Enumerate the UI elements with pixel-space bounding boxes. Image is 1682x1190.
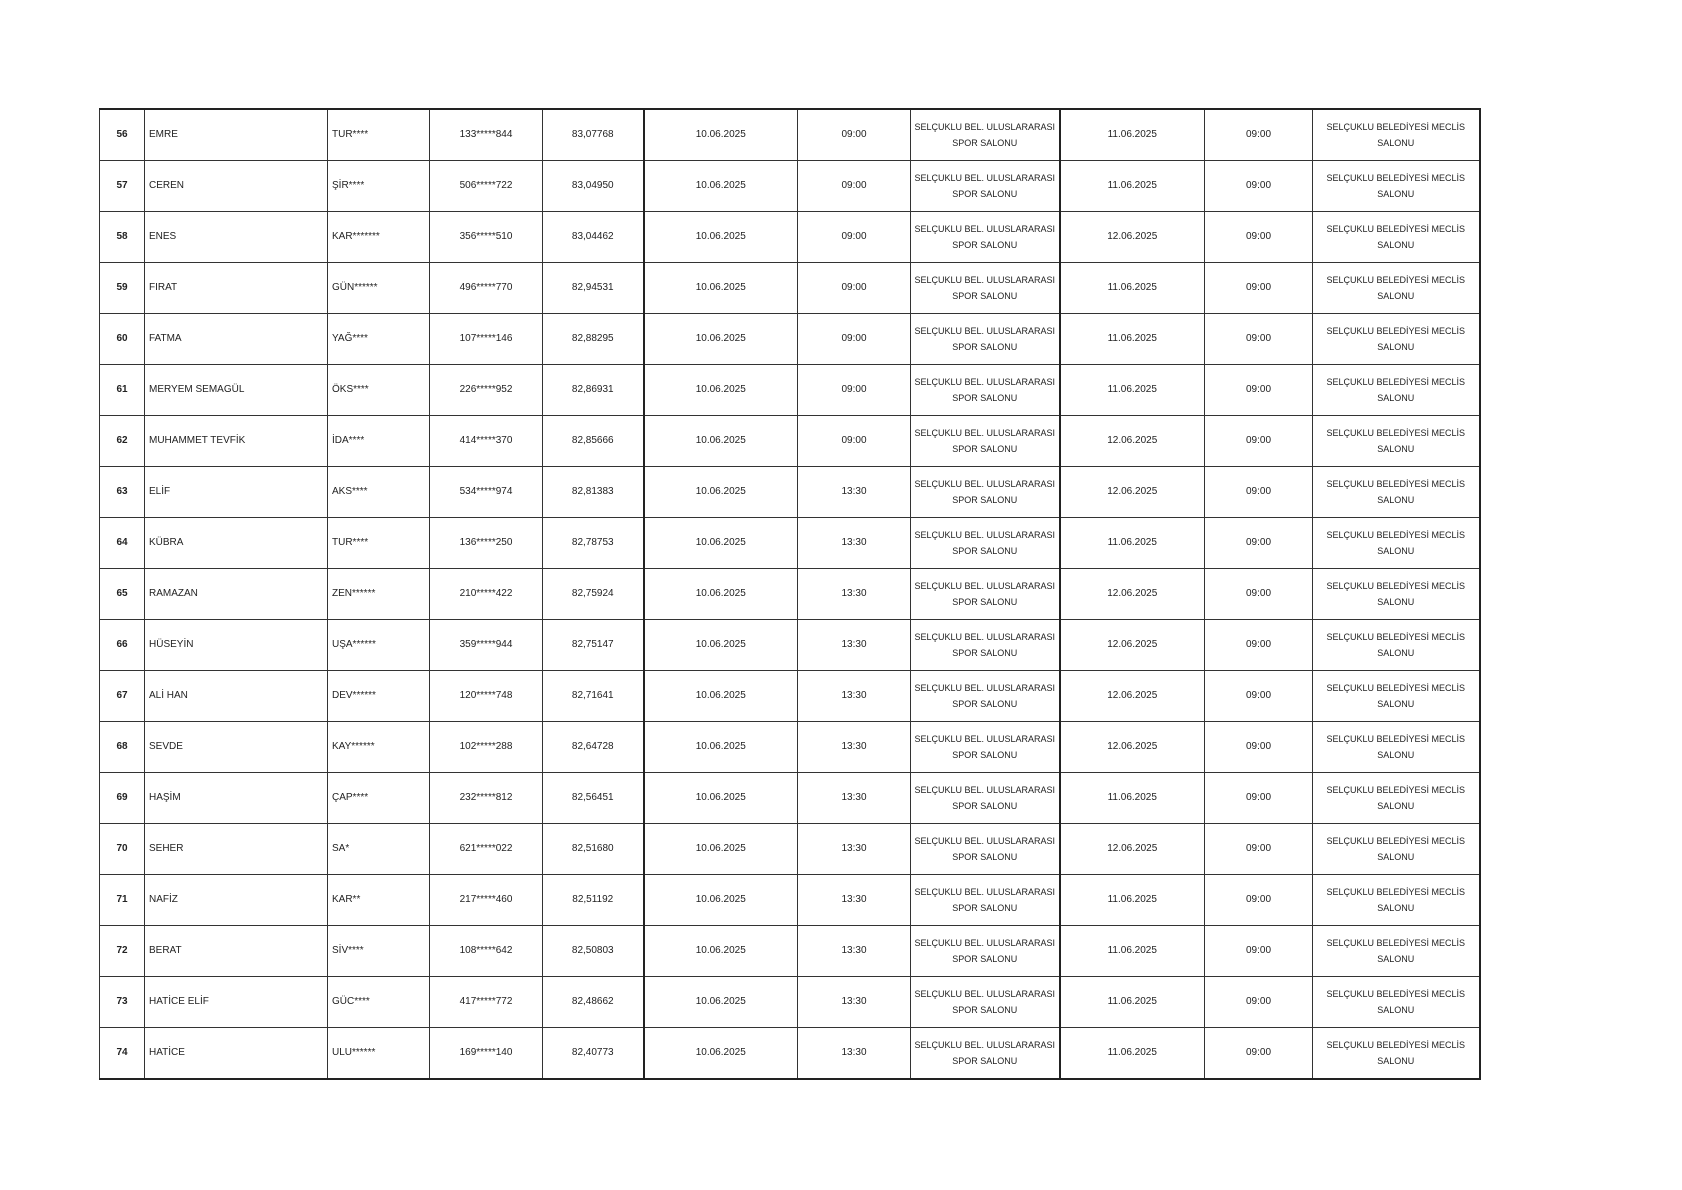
exam-time-cell: 13:30 (798, 773, 911, 824)
row-number-cell: 59 (100, 263, 145, 314)
interview-date-cell: 11.06.2025 (1060, 926, 1205, 977)
row-number-cell: 69 (100, 773, 145, 824)
interview-date-cell: 12.06.2025 (1060, 569, 1205, 620)
interview-date-cell: 11.06.2025 (1060, 109, 1205, 161)
id-number-cell: 217*****460 (430, 875, 543, 926)
first-name-cell: MERYEM SEMAGÜL (145, 365, 328, 416)
interview-place-cell: SELÇUKLU BELEDİYESİ MECLİS SALONU (1313, 773, 1480, 824)
interview-date-cell: 12.06.2025 (1060, 416, 1205, 467)
id-number-cell: 210*****422 (430, 569, 543, 620)
exam-date-cell: 10.06.2025 (644, 926, 798, 977)
exam-time-cell: 09:00 (798, 365, 911, 416)
interview-date-cell: 11.06.2025 (1060, 518, 1205, 569)
exam-date-cell: 10.06.2025 (644, 109, 798, 161)
first-name-cell: KÜBRA (145, 518, 328, 569)
interview-time-cell: 09:00 (1205, 569, 1313, 620)
score-cell: 82,48662 (543, 977, 644, 1028)
interview-place-cell: SELÇUKLU BELEDİYESİ MECLİS SALONU (1313, 365, 1480, 416)
interview-date-cell: 11.06.2025 (1060, 977, 1205, 1028)
interview-place-cell: SELÇUKLU BELEDİYESİ MECLİS SALONU (1313, 977, 1480, 1028)
exam-place-cell: SELÇUKLU BEL. ULUSLARARASI SPOR SALONU (911, 161, 1060, 212)
table-row (100, 212, 1480, 263)
first-name-cell: RAMAZAN (145, 569, 328, 620)
exam-time-cell: 13:30 (798, 518, 911, 569)
row-number-cell: 56 (100, 109, 145, 161)
table-row (100, 824, 1480, 875)
row-number-cell: 65 (100, 569, 145, 620)
exam-date-cell: 10.06.2025 (644, 1028, 798, 1080)
exam-time-cell: 13:30 (798, 569, 911, 620)
surname-cell: DEV****** (328, 671, 430, 722)
interview-time-cell: 09:00 (1205, 620, 1313, 671)
surname-cell: YAĞ**** (328, 314, 430, 365)
score-cell: 82,94531 (543, 263, 644, 314)
score-cell: 83,07768 (543, 109, 644, 161)
interview-date-cell: 11.06.2025 (1060, 773, 1205, 824)
first-name-cell: EMRE (145, 109, 328, 161)
score-cell: 82,64728 (543, 722, 644, 773)
interview-place-cell: SELÇUKLU BELEDİYESİ MECLİS SALONU (1313, 314, 1480, 365)
id-number-cell: 356*****510 (430, 212, 543, 263)
row-number-cell: 64 (100, 518, 145, 569)
id-number-cell: 534*****974 (430, 467, 543, 518)
row-number-cell: 60 (100, 314, 145, 365)
interview-place-cell: SELÇUKLU BELEDİYESİ MECLİS SALONU (1313, 926, 1480, 977)
surname-cell: KAY****** (328, 722, 430, 773)
exam-date-cell: 10.06.2025 (644, 467, 798, 518)
surname-cell: AKS**** (328, 467, 430, 518)
id-number-cell: 102*****288 (430, 722, 543, 773)
row-number-cell: 62 (100, 416, 145, 467)
surname-cell: ÇAP**** (328, 773, 430, 824)
interview-time-cell: 09:00 (1205, 977, 1313, 1028)
exam-place-cell: SELÇUKLU BEL. ULUSLARARASI SPOR SALONU (911, 365, 1060, 416)
first-name-cell: HÜSEYİN (145, 620, 328, 671)
row-number-cell: 57 (100, 161, 145, 212)
score-cell: 82,85666 (543, 416, 644, 467)
surname-cell: UŞA****** (328, 620, 430, 671)
table-row (100, 263, 1480, 314)
exam-time-cell: 09:00 (798, 161, 911, 212)
score-cell: 82,51192 (543, 875, 644, 926)
exam-time-cell: 09:00 (798, 263, 911, 314)
interview-time-cell: 09:00 (1205, 263, 1313, 314)
interview-time-cell: 09:00 (1205, 212, 1313, 263)
first-name-cell: MUHAMMET TEVFİK (145, 416, 328, 467)
interview-time-cell: 09:00 (1205, 824, 1313, 875)
first-name-cell: FIRAT (145, 263, 328, 314)
interview-date-cell: 11.06.2025 (1060, 263, 1205, 314)
interview-date-cell: 12.06.2025 (1060, 722, 1205, 773)
interview-place-cell: SELÇUKLU BELEDİYESİ MECLİS SALONU (1313, 1028, 1480, 1080)
exam-time-cell: 13:30 (798, 824, 911, 875)
id-number-cell: 417*****772 (430, 977, 543, 1028)
surname-cell: ŞİR**** (328, 161, 430, 212)
id-number-cell: 107*****146 (430, 314, 543, 365)
interview-time-cell: 09:00 (1205, 416, 1313, 467)
score-cell: 82,71641 (543, 671, 644, 722)
exam-time-cell: 09:00 (798, 109, 911, 161)
table-row (100, 875, 1480, 926)
interview-date-cell: 11.06.2025 (1060, 161, 1205, 212)
interview-place-cell: SELÇUKLU BELEDİYESİ MECLİS SALONU (1313, 212, 1480, 263)
interview-place-cell: SELÇUKLU BELEDİYESİ MECLİS SALONU (1313, 518, 1480, 569)
exam-date-cell: 10.06.2025 (644, 212, 798, 263)
interview-time-cell: 09:00 (1205, 161, 1313, 212)
exam-time-cell: 13:30 (798, 722, 911, 773)
exam-date-cell: 10.06.2025 (644, 161, 798, 212)
exam-place-cell: SELÇUKLU BEL. ULUSLARARASI SPOR SALONU (911, 671, 1060, 722)
interview-date-cell: 11.06.2025 (1060, 1028, 1205, 1080)
exam-date-cell: 10.06.2025 (644, 824, 798, 875)
exam-place-cell: SELÇUKLU BEL. ULUSLARARASI SPOR SALONU (911, 467, 1060, 518)
id-number-cell: 226*****952 (430, 365, 543, 416)
exam-time-cell: 09:00 (798, 212, 911, 263)
score-cell: 82,50803 (543, 926, 644, 977)
interview-date-cell: 12.06.2025 (1060, 467, 1205, 518)
table-row (100, 722, 1480, 773)
interview-place-cell: SELÇUKLU BELEDİYESİ MECLİS SALONU (1313, 671, 1480, 722)
exam-date-cell: 10.06.2025 (644, 977, 798, 1028)
row-number-cell: 71 (100, 875, 145, 926)
interview-date-cell: 12.06.2025 (1060, 671, 1205, 722)
row-number-cell: 58 (100, 212, 145, 263)
table-row (100, 620, 1480, 671)
exam-date-cell: 10.06.2025 (644, 569, 798, 620)
surname-cell: İDA**** (328, 416, 430, 467)
score-cell: 82,75147 (543, 620, 644, 671)
surname-cell: KAR******* (328, 212, 430, 263)
score-cell: 82,56451 (543, 773, 644, 824)
surname-cell: TUR**** (328, 109, 430, 161)
score-cell: 82,75924 (543, 569, 644, 620)
exam-date-cell: 10.06.2025 (644, 314, 798, 365)
score-cell: 82,81383 (543, 467, 644, 518)
row-number-cell: 68 (100, 722, 145, 773)
exam-time-cell: 13:30 (798, 467, 911, 518)
exam-date-cell: 10.06.2025 (644, 875, 798, 926)
exam-date-cell: 10.06.2025 (644, 773, 798, 824)
first-name-cell: ENES (145, 212, 328, 263)
interview-date-cell: 12.06.2025 (1060, 620, 1205, 671)
interview-place-cell: SELÇUKLU BELEDİYESİ MECLİS SALONU (1313, 620, 1480, 671)
interview-time-cell: 09:00 (1205, 314, 1313, 365)
interview-date-cell: 11.06.2025 (1060, 365, 1205, 416)
score-cell: 82,86931 (543, 365, 644, 416)
exam-place-cell: SELÇUKLU BEL. ULUSLARARASI SPOR SALONU (911, 314, 1060, 365)
exam-date-cell: 10.06.2025 (644, 722, 798, 773)
exam-date-cell: 10.06.2025 (644, 620, 798, 671)
id-number-cell: 359*****944 (430, 620, 543, 671)
surname-cell: ZEN****** (328, 569, 430, 620)
interview-place-cell: SELÇUKLU BELEDİYESİ MECLİS SALONU (1313, 263, 1480, 314)
table-row (100, 926, 1480, 977)
table-row (100, 365, 1480, 416)
exam-place-cell: SELÇUKLU BEL. ULUSLARARASI SPOR SALONU (911, 620, 1060, 671)
exam-time-cell: 13:30 (798, 1028, 911, 1080)
id-number-cell: 414*****370 (430, 416, 543, 467)
row-number-cell: 73 (100, 977, 145, 1028)
interview-time-cell: 09:00 (1205, 1028, 1313, 1080)
interview-place-cell: SELÇUKLU BELEDİYESİ MECLİS SALONU (1313, 467, 1480, 518)
id-number-cell: 169*****140 (430, 1028, 543, 1080)
exam-time-cell: 13:30 (798, 671, 911, 722)
exam-date-cell: 10.06.2025 (644, 263, 798, 314)
id-number-cell: 232*****812 (430, 773, 543, 824)
table-row (100, 518, 1480, 569)
id-number-cell: 621*****022 (430, 824, 543, 875)
first-name-cell: HATİCE (145, 1028, 328, 1080)
table-row (100, 671, 1480, 722)
exam-place-cell: SELÇUKLU BEL. ULUSLARARASI SPOR SALONU (911, 875, 1060, 926)
id-number-cell: 506*****722 (430, 161, 543, 212)
exam-time-cell: 13:30 (798, 926, 911, 977)
exam-time-cell: 09:00 (798, 416, 911, 467)
exam-date-cell: 10.06.2025 (644, 518, 798, 569)
first-name-cell: SEHER (145, 824, 328, 875)
row-number-cell: 63 (100, 467, 145, 518)
interview-place-cell: SELÇUKLU BELEDİYESİ MECLİS SALONU (1313, 416, 1480, 467)
interview-date-cell: 12.06.2025 (1060, 212, 1205, 263)
interview-time-cell: 09:00 (1205, 773, 1313, 824)
table-row (100, 569, 1480, 620)
score-cell: 83,04462 (543, 212, 644, 263)
exam-place-cell: SELÇUKLU BEL. ULUSLARARASI SPOR SALONU (911, 109, 1060, 161)
interview-date-cell: 11.06.2025 (1060, 314, 1205, 365)
results-table (99, 108, 1481, 1080)
first-name-cell: CEREN (145, 161, 328, 212)
first-name-cell: SEVDE (145, 722, 328, 773)
table-row (100, 161, 1480, 212)
exam-place-cell: SELÇUKLU BEL. ULUSLARARASI SPOR SALONU (911, 569, 1060, 620)
table-row (100, 314, 1480, 365)
row-number-cell: 66 (100, 620, 145, 671)
surname-cell: SA* (328, 824, 430, 875)
interview-time-cell: 09:00 (1205, 671, 1313, 722)
interview-time-cell: 09:00 (1205, 875, 1313, 926)
row-number-cell: 72 (100, 926, 145, 977)
interview-place-cell: SELÇUKLU BELEDİYESİ MECLİS SALONU (1313, 875, 1480, 926)
interview-place-cell: SELÇUKLU BELEDİYESİ MECLİS SALONU (1313, 569, 1480, 620)
first-name-cell: HAŞİM (145, 773, 328, 824)
exam-time-cell: 13:30 (798, 977, 911, 1028)
score-cell: 82,78753 (543, 518, 644, 569)
exam-date-cell: 10.06.2025 (644, 365, 798, 416)
score-cell: 83,04950 (543, 161, 644, 212)
id-number-cell: 136*****250 (430, 518, 543, 569)
exam-place-cell: SELÇUKLU BEL. ULUSLARARASI SPOR SALONU (911, 518, 1060, 569)
exam-place-cell: SELÇUKLU BEL. ULUSLARARASI SPOR SALONU (911, 977, 1060, 1028)
exam-place-cell: SELÇUKLU BEL. ULUSLARARASI SPOR SALONU (911, 773, 1060, 824)
exam-place-cell: SELÇUKLU BEL. ULUSLARARASI SPOR SALONU (911, 416, 1060, 467)
surname-cell: SİV**** (328, 926, 430, 977)
row-number-cell: 67 (100, 671, 145, 722)
first-name-cell: FATMA (145, 314, 328, 365)
interview-place-cell: SELÇUKLU BELEDİYESİ MECLİS SALONU (1313, 109, 1480, 161)
exam-place-cell: SELÇUKLU BEL. ULUSLARARASI SPOR SALONU (911, 212, 1060, 263)
exam-time-cell: 09:00 (798, 314, 911, 365)
interview-time-cell: 09:00 (1205, 518, 1313, 569)
exam-date-cell: 10.06.2025 (644, 416, 798, 467)
interview-time-cell: 09:00 (1205, 926, 1313, 977)
exam-place-cell: SELÇUKLU BEL. ULUSLARARASI SPOR SALONU (911, 263, 1060, 314)
interview-place-cell: SELÇUKLU BELEDİYESİ MECLİS SALONU (1313, 161, 1480, 212)
row-number-cell: 70 (100, 824, 145, 875)
score-cell: 82,40773 (543, 1028, 644, 1080)
interview-place-cell: SELÇUKLU BELEDİYESİ MECLİS SALONU (1313, 722, 1480, 773)
id-number-cell: 133*****844 (430, 109, 543, 161)
first-name-cell: ELİF (145, 467, 328, 518)
surname-cell: GÜN****** (328, 263, 430, 314)
table-row (100, 1028, 1480, 1080)
row-number-cell: 61 (100, 365, 145, 416)
table-body (100, 109, 1480, 1079)
first-name-cell: NAFİZ (145, 875, 328, 926)
interview-time-cell: 09:00 (1205, 109, 1313, 161)
table-row (100, 977, 1480, 1028)
score-cell: 82,88295 (543, 314, 644, 365)
id-number-cell: 496*****770 (430, 263, 543, 314)
exam-place-cell: SELÇUKLU BEL. ULUSLARARASI SPOR SALONU (911, 722, 1060, 773)
interview-date-cell: 11.06.2025 (1060, 875, 1205, 926)
exam-place-cell: SELÇUKLU BEL. ULUSLARARASI SPOR SALONU (911, 926, 1060, 977)
first-name-cell: ALİ HAN (145, 671, 328, 722)
interview-time-cell: 09:00 (1205, 467, 1313, 518)
exam-date-cell: 10.06.2025 (644, 671, 798, 722)
interview-place-cell: SELÇUKLU BELEDİYESİ MECLİS SALONU (1313, 824, 1480, 875)
id-number-cell: 120*****748 (430, 671, 543, 722)
id-number-cell: 108*****642 (430, 926, 543, 977)
table-row (100, 416, 1480, 467)
exam-time-cell: 13:30 (798, 620, 911, 671)
surname-cell: TUR**** (328, 518, 430, 569)
row-number-cell: 74 (100, 1028, 145, 1080)
surname-cell: ULU****** (328, 1028, 430, 1080)
interview-time-cell: 09:00 (1205, 722, 1313, 773)
surname-cell: KAR** (328, 875, 430, 926)
interview-time-cell: 09:00 (1205, 365, 1313, 416)
table-row (100, 773, 1480, 824)
exam-time-cell: 13:30 (798, 875, 911, 926)
first-name-cell: HATİCE ELİF (145, 977, 328, 1028)
surname-cell: ÖKS**** (328, 365, 430, 416)
first-name-cell: BERAT (145, 926, 328, 977)
table-row (100, 109, 1480, 161)
exam-place-cell: SELÇUKLU BEL. ULUSLARARASI SPOR SALONU (911, 824, 1060, 875)
interview-date-cell: 12.06.2025 (1060, 824, 1205, 875)
exam-place-cell: SELÇUKLU BEL. ULUSLARARASI SPOR SALONU (911, 1028, 1060, 1080)
table-row (100, 467, 1480, 518)
surname-cell: GÜC**** (328, 977, 430, 1028)
score-cell: 82,51680 (543, 824, 644, 875)
